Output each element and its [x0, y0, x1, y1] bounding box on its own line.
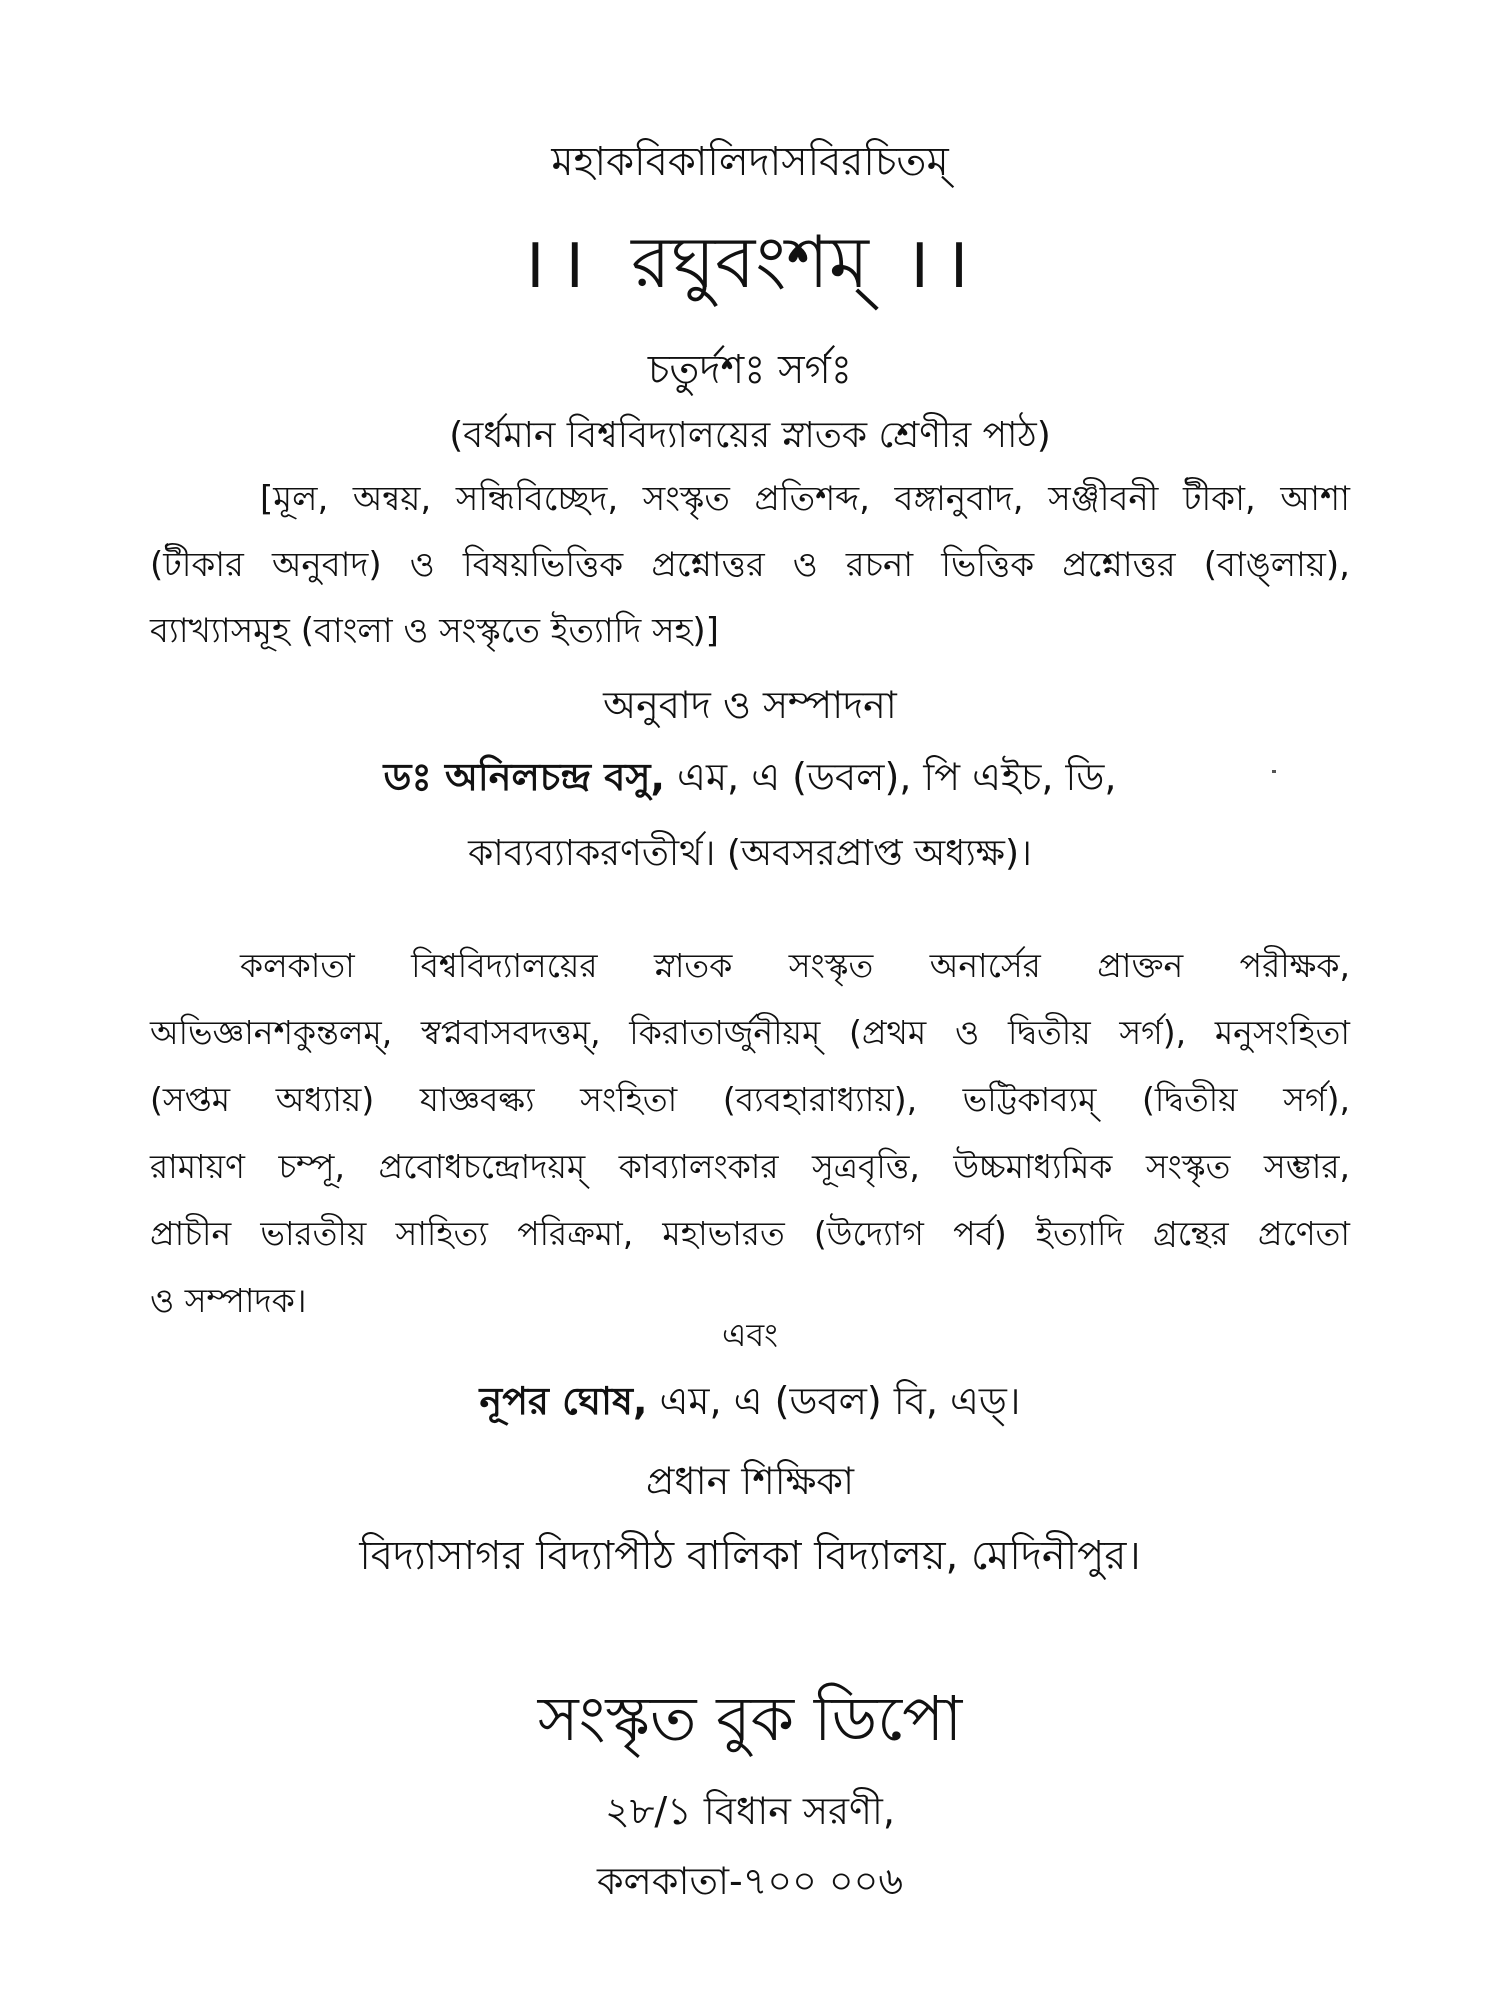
bio-line: (সপ্তম অধ্যায়) যাজ্ঞবল্ক্য সংহিতা (ব্যবহারাধ্যায়), ভট্টিকাব্যম্ (দ্বিতীয় সর্গ),	[150, 1080, 1350, 1119]
contents-description	[150, 466, 1350, 664]
editor2-line	[0, 1372, 1500, 1436]
editor1-line	[0, 748, 1500, 812]
editor2-degrees: এম, এ (ডবল) বি, এড্।	[647, 1379, 1021, 1423]
conjunction: এবং	[722, 1316, 778, 1354]
author-attribution: মহাকবিকালিদাসবিরচিতম্	[551, 139, 949, 185]
publisher-name: সংস্কৃত বুক ডিপো	[537, 1682, 963, 1755]
editor1-name: ডঃ অনিলচন্দ্র বসু,	[383, 755, 665, 799]
contents-line: [মূল, অন্বয়, সন্ধিবিচ্ছেদ, সংস্কৃত প্রতিশব্দ, বঙ্গানুবাদ, সঞ্জীবনী টীকা, আশা	[260, 479, 1350, 519]
editor1-qualifications: কাব্যব্যাকরণতীর্থ। (অবসরপ্রাপ্ত অধ্যক্ষ)।	[468, 833, 1032, 874]
bio-line: প্রাচীন ভারতীয় সাহিত্য পরিক্রমা, মহাভারত (উদ্যোগ পর্ব) ইত্যাদি গ্রন্থের প্রণেতা	[150, 1214, 1350, 1253]
bio-line: কলকাতা বিশ্ববিদ্যালয়ের স্নাতক সংস্কৃত অনার্সের প্রাক্তন পরীক্ষক,	[240, 946, 1350, 985]
editor2-school: বিদ্যাসাগর বিদ্যাপীঠ বালিকা বিদ্যালয়, মেদিনীপুর।	[359, 1533, 1141, 1579]
translation-label: অনুবাদ ও সম্পাদনা	[603, 683, 897, 727]
publisher-address-line1: ২৮/১ বিধান সরণী,	[605, 1789, 895, 1833]
canto-heading: চতুর্দশঃ সর্গঃ	[647, 347, 853, 393]
contents-line: (টীকার অনুবাদ) ও বিষয়ভিত্তিক প্রশ্নোত্তর ও রচনা ভিত্তিক প্রশ্নোত্তর (বাঙ্‌লায়),	[150, 545, 1350, 585]
bio-line: অভিজ্ঞানশকুন্তলম্, স্বপ্নবাসবদত্তম্, কিরাতার্জুনীয়ম্ (প্রথম ও দ্বিতীয় সর্গ), মনুসংহিতা	[150, 1013, 1350, 1052]
print-speck	[1272, 770, 1276, 773]
editor2-name: নূপর ঘোষ,	[479, 1379, 648, 1423]
title-bars-right: ।।	[902, 220, 982, 304]
bio-line: রামায়ণ চম্পূ, প্রবোধচন্দ্রোদয়ম্ কাব্যালংকার সূত্রবৃত্তি, উচ্চমাধ্যমিক সংস্কৃত সম্ভার,	[150, 1147, 1350, 1186]
contents-line: ব্যাখ্যাসমূহ (বাংলা ও সংস্কৃতে ইত্যাদি সহ)]	[150, 611, 719, 651]
book-title-text: রঘুবংশম্	[631, 220, 869, 304]
book-title	[0, 208, 1500, 328]
editor1-bio	[150, 932, 1350, 1334]
editor2-role: প্রধান শিক্ষিকা	[645, 1459, 855, 1503]
publisher-address-line2: কলকাতা-৭০০ ০০৬	[596, 1859, 904, 1903]
title-bars-left: ।।	[518, 220, 598, 304]
course-note: (বর্ধমান বিশ্ববিদ্যালয়ের স্নাতক শ্রেণীর পাঠ)	[449, 415, 1051, 456]
bio-line: ও সম্পাদক।	[150, 1281, 307, 1320]
editor1-degrees: এম, এ (ডবল), পি এইচ, ডি,	[664, 755, 1117, 799]
